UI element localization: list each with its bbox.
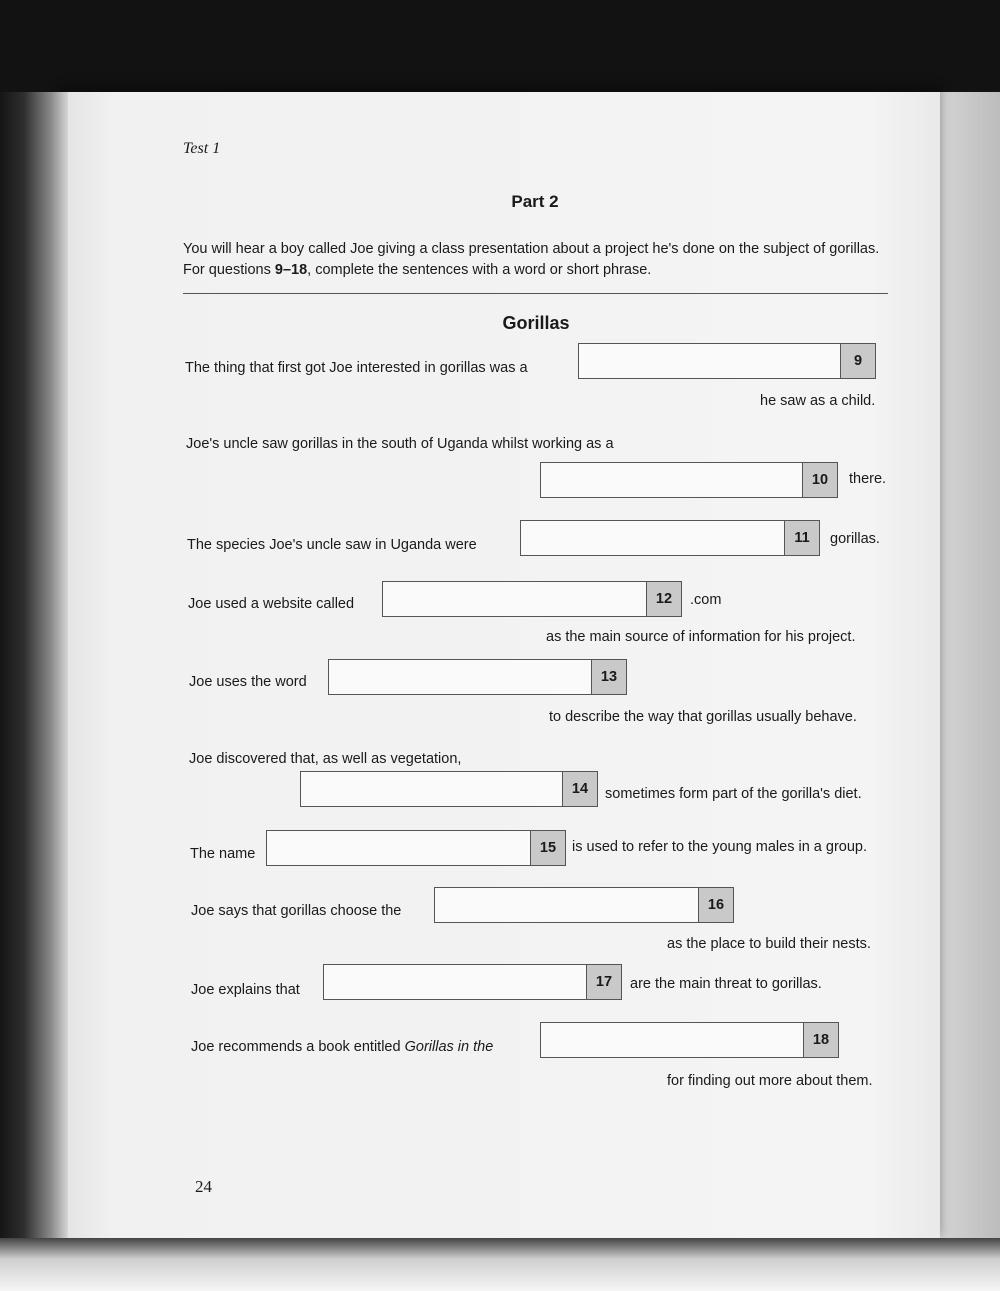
instructions	[183, 239, 893, 281]
q14-continuation: sometimes form part of the gorilla's diet.	[605, 786, 862, 802]
q18-continuation: for finding out more about them.	[667, 1073, 873, 1089]
q12-continuation: .com	[690, 592, 722, 608]
part-title: Part 2	[511, 192, 559, 211]
q16-answer-box[interactable]	[434, 887, 734, 923]
q10-answer-box[interactable]	[540, 462, 838, 498]
q11-answer-box[interactable]	[520, 520, 820, 556]
q17-continuation: are the main threat to gorillas.	[630, 976, 822, 992]
q17-number: 17	[586, 964, 622, 1000]
q16-prompt: Joe says that gorillas choose the	[191, 903, 402, 919]
q16-continuation: as the place to build their nests.	[667, 936, 871, 952]
q15-continuation: is used to refer to the young males in a group.	[572, 839, 868, 855]
q13-continuation: to describe the way that gorillas usually behave.	[549, 709, 857, 725]
q17-prompt: Joe explains that	[191, 982, 300, 998]
q18-answer-box[interactable]	[540, 1022, 839, 1058]
q9-prompt: The thing that first got Joe interested in gorillas was a	[185, 360, 528, 376]
q11-prompt: The species Joe's uncle saw in Uganda were	[187, 537, 477, 553]
q15-answer-box[interactable]	[266, 830, 566, 866]
q12-number: 12	[646, 581, 682, 617]
q14-prompt: Joe discovered that, as well as vegetation,	[189, 751, 462, 767]
q9-number: 9	[840, 343, 876, 379]
q18-prompt-text: Joe recommends a book entitled	[191, 1039, 401, 1055]
q16-number: 16	[698, 887, 734, 923]
book-spine	[0, 92, 68, 1242]
q12-continuation-line: as the main source of information for his project.	[546, 629, 856, 645]
q13-prompt: Joe uses the word	[189, 674, 307, 690]
q13-answer-box[interactable]	[328, 659, 627, 695]
q9-answer-box[interactable]	[578, 343, 876, 379]
q15-prompt: The name	[190, 846, 256, 862]
q17-answer-box[interactable]	[323, 964, 622, 1000]
q18-book-title: Gorillas in the	[404, 1039, 494, 1055]
divider	[183, 293, 888, 294]
q10-continuation: there.	[849, 471, 887, 487]
facing-page-edge	[930, 92, 1000, 1242]
q10-prompt: Joe's uncle saw gorillas in the south of Uganda whilst working as a	[186, 436, 614, 452]
scan-background	[0, 0, 1000, 92]
q18-prompt	[191, 1038, 493, 1056]
q11-number: 11	[784, 520, 820, 556]
q13-number: 13	[591, 659, 627, 695]
page-number: 24	[195, 1177, 212, 1196]
question-range: 9–18	[274, 262, 308, 278]
q9-continuation: he saw as a child.	[760, 393, 876, 409]
q14-number: 14	[562, 771, 598, 807]
q11-continuation: gorillas.	[830, 531, 880, 547]
q14-answer-box[interactable]	[300, 771, 598, 807]
q12-prompt: Joe used a website called	[188, 596, 355, 612]
scan-bottom-edge	[0, 1238, 1000, 1291]
section-title: Gorillas	[502, 313, 570, 333]
q15-number: 15	[530, 830, 566, 866]
page-header: Test 1	[183, 140, 221, 157]
instructions-text: You will hear a boy called Joe giving a class presentation about a project he's done on the subject of gorillas. For questions	[183, 241, 880, 278]
q18-number: 18	[803, 1022, 839, 1058]
instructions-text-end: , complete the sentences with a word or short phrase.	[307, 262, 652, 278]
q12-answer-box[interactable]	[382, 581, 682, 617]
q10-number: 10	[802, 462, 838, 498]
